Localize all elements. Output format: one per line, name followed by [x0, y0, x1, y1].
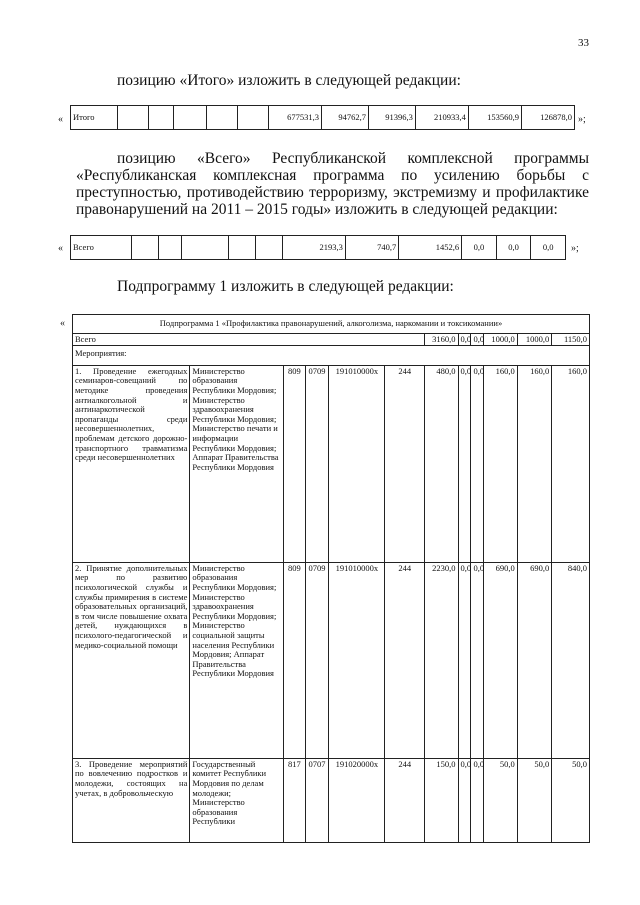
rzpr-code: 0709 — [305, 562, 329, 758]
value-cell: 0,0 — [458, 365, 471, 562]
table-row — [73, 562, 590, 758]
row-label: Всего — [71, 236, 132, 260]
value-cell: 3160,0 — [425, 333, 458, 346]
value-cell: 50,0 — [484, 758, 517, 842]
paragraph-line: позицию «Всего» Республиканской комплексной программы — [117, 150, 589, 167]
events-label: Мероприятия: — [73, 346, 590, 366]
value-cell: 2230,0 — [425, 562, 458, 758]
csr-code: 191010000х — [329, 365, 385, 562]
table-row — [73, 333, 590, 346]
total-label: Всего — [73, 333, 425, 346]
value-cell: 0,0 — [471, 365, 484, 562]
grbs-code: 817 — [284, 758, 306, 842]
value-cell: 50,0 — [552, 758, 590, 842]
subprogram-table — [72, 314, 590, 843]
csr-code: 191020000х — [329, 758, 385, 842]
value-cell: 160,0 — [517, 365, 551, 562]
value-cell: 1150,0 — [552, 333, 590, 346]
open-quote: « — [58, 114, 63, 125]
table-row — [71, 106, 575, 130]
value-cell: 1452,6 — [399, 236, 462, 260]
table-row — [73, 758, 590, 842]
table-row — [71, 236, 566, 260]
csr-code: 191010000х — [329, 562, 385, 758]
paragraph-line: преступностью, противодействию терроризму, экстремизму и профилактике — [76, 184, 589, 201]
value-cell: 153560,9 — [468, 106, 521, 130]
value-cell: 690,0 — [517, 562, 551, 758]
grbs-code: 809 — [284, 562, 306, 758]
rzpr-code: 0707 — [305, 758, 329, 842]
value-cell: 0,0 — [471, 758, 484, 842]
value-cell: 677531,3 — [269, 106, 322, 130]
page-number: 33 — [578, 37, 589, 49]
value-cell: 0,0 — [531, 236, 566, 260]
value-cell: 210933,4 — [415, 106, 468, 130]
vr-code: 244 — [385, 562, 425, 758]
rzpr-code: 0709 — [305, 365, 329, 562]
value-cell: 690,0 — [484, 562, 517, 758]
value-cell: 480,0 — [425, 365, 458, 562]
value-cell: 94762,7 — [322, 106, 369, 130]
value-cell: 150,0 — [425, 758, 458, 842]
table-row — [73, 315, 590, 334]
value-cell: 0,0 — [458, 758, 471, 842]
value-cell: 740,7 — [345, 236, 398, 260]
value-cell: 160,0 — [484, 365, 517, 562]
value-cell: 840,0 — [552, 562, 590, 758]
vr-code: 244 — [385, 365, 425, 562]
value-cell: 126878,0 — [521, 106, 574, 130]
value-cell: 160,0 — [552, 365, 590, 562]
row-label: Итого — [71, 106, 118, 130]
table-title: Подпрограмма 1 «Профилактика правонарушений, алкоголизма, наркомании и токсикомании» — [73, 315, 590, 334]
open-quote: « — [58, 243, 63, 254]
itogo-table — [70, 105, 575, 130]
paragraph-subprogram: Подпрограмму 1 изложить в следующей редакции: — [117, 278, 454, 295]
value-cell: 0,0 — [458, 333, 471, 346]
value-cell: 91396,3 — [368, 106, 415, 130]
value-cell: 1000,0 — [517, 333, 551, 346]
value-cell: 0,0 — [462, 236, 497, 260]
paragraph-itogo: позицию «Итого» изложить в следующей редакции: — [117, 72, 461, 89]
table-row — [73, 346, 590, 366]
event-name: 1. Проведение ежегодных семинаров-совещаний по методике проведения антиалкогольной и антинаркотической пропаганды среди несовершеннолетних, проблемам детского дорожно-транспортного травматизма среди несовершеннолетних — [73, 365, 190, 562]
event-executor: Министерство образования Республики Мордовия; Министерство здравоохранения Республики Мордовия; Министерство печати и информации Республики Мордовия; Аппарат Правительства Республики Мордовия — [190, 365, 284, 562]
table-row — [73, 365, 590, 562]
value-cell: 2193,3 — [283, 236, 346, 260]
value-cell: 0,0 — [471, 333, 484, 346]
grbs-code: 809 — [284, 365, 306, 562]
value-cell: 1000,0 — [484, 333, 517, 346]
value-cell: 50,0 — [517, 758, 551, 842]
value-cell: 0,0 — [496, 236, 531, 260]
paragraph-line: правонарушений на 2011 – 2015 годы» изложить в следующей редакции: — [76, 201, 558, 218]
event-name: 3. Проведение мероприятий по вовлечению подростков и молодежи, состоящих на учетах, в добровольческую — [73, 758, 190, 842]
event-executor: Государственный комитет Республики Мордовия по делам молодежи; Министерство образования Республики — [190, 758, 284, 842]
value-cell: 0,0 — [471, 562, 484, 758]
event-name: 2. Принятие дополнительных мер по развитию психологической службы и службы примирения в системе образовательных организаций, в том числе повышение охвата детей, нуждающихся в психолого-педагогической и медико-социальной помощи — [73, 562, 190, 758]
close-quote: »; — [571, 243, 579, 254]
event-executor: Министерство образования Республики Мордовия; Министерство здравоохранения Республики Мордовия; Министерство социальной защиты населения Республики Мордовия; Аппарат Правительства Республики Мордовия — [190, 562, 284, 758]
paragraph-line: «Республиканская комплексная программа по усилению борьбы с — [76, 167, 589, 184]
paragraph-vsego — [76, 150, 589, 218]
vr-code: 244 — [385, 758, 425, 842]
value-cell: 0,0 — [458, 562, 471, 758]
vsego-table — [70, 235, 566, 260]
close-quote: »; — [578, 114, 586, 125]
open-quote: « — [60, 318, 65, 329]
